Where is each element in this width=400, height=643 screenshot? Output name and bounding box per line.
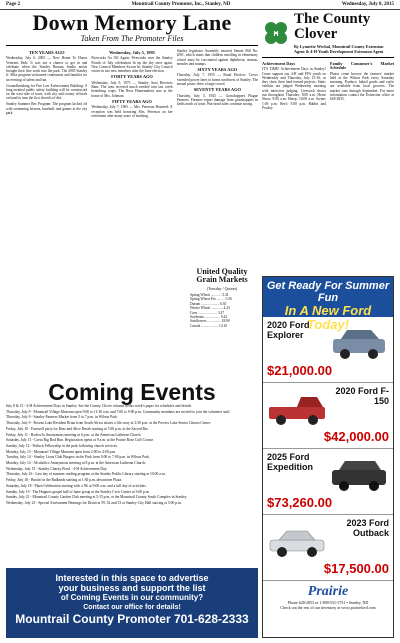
event-item: Thursday, July 9 - Mountrail Village Museum open 9:00 to 11:30 a.m. and 7:00 to 9:00 p.m. Community members are invited to join the volunteer staff.	[6, 409, 231, 414]
clover-heading: Achievement Days	[262, 61, 296, 66]
vehicle-name: 2020 Ford F-150	[335, 386, 389, 406]
section-heading: TEN YEARS AGO	[28, 50, 65, 55]
promo-line: your business and support the list	[58, 583, 206, 593]
grain-line: Soybeans ................. 9.42	[190, 315, 228, 320]
grain-markets-subtitle: (Tuesday / Quotes)	[206, 286, 238, 291]
grain-line: Winter Wheat ............. 4.23	[190, 306, 230, 311]
event-item: Sunday, July 12 - Potluck Fellowship in the park following church services.	[6, 443, 118, 448]
ford-dealer-ad[interactable]	[262, 276, 394, 638]
section-text: Stanley legislator Assembly enacted Senate Bill No. 2091, which states that children enrolling in elementary school must be vaccinated against diphtheria, tetanus, measles and mumps.	[176, 49, 258, 66]
section-text: Wednesday, July 9, 1975 — Stanley Area Receives Rain: The area received much needed rain last week benefiting crops. The Ross Homemakers met at the home of Mrs. Johnson.	[91, 80, 173, 98]
event-item: Sunday, July 21 - Mountrail County Garden Club meeting at 5:15 p.m. at the Mountrail County South Complex in Stanley.	[6, 495, 188, 500]
grain-line: Spring Wheat ............ 5.41	[190, 293, 229, 297]
section-heading: SIXTY YEARS AGO	[197, 67, 238, 73]
event-item: July 8 & 15 - 4-H Achievement Days in Stanley. See the County Clover column in this week's paper for schedules and details.	[6, 404, 192, 408]
section-heading: FORTY YEARS AGO	[111, 74, 153, 80]
event-item: Saturday, July 18 - Plaza Celebration starting with a 5K at 9:00 a.m. and a full day of activities.	[6, 483, 147, 488]
vehicle-name: 2025 Ford Expedition	[267, 452, 314, 472]
event-item: Thursday, July 9 - Rowan Lake Resident Brian from South Africa shares a life story at 3:30 p.m. at the Powers Lake Senior Citizen Center.	[6, 421, 211, 426]
paper-name: Mountrail County Promoter, Inc., Stanley, ND	[131, 2, 231, 7]
dealer-contact: Phone 628-2853 or 1-800-531-5751 • Stanley, ND	[287, 600, 369, 605]
event-item: Monday, July 14 - Alcoholics Anonymous meeting at 8 p.m. at the American Lutheran Church.	[6, 461, 147, 466]
memory-lane-title: Down Memory Lane	[32, 12, 232, 35]
section-text: Stanley Summer Rec Program: The program kicked off with swimming lessons, baseball, and games at the city park.	[6, 102, 88, 115]
ad-headline-accent: In A New Ford Today!	[284, 303, 372, 332]
section-heading: Wednesday, July 5, 1995	[109, 50, 155, 55]
section-heading: FIFTY YEARS AGO	[112, 98, 152, 104]
clover-logo-icon	[262, 19, 290, 47]
grain-line: Sunflowers ............... 18.90	[190, 319, 230, 324]
coming-events-section	[6, 380, 258, 566]
svg-text:H: H	[273, 31, 279, 38]
memory-lane-subtitle: Taken From The Promoter Files	[6, 34, 258, 46]
section-text: Fireworks Go Off Again: Fireworks over the Stanley Fourth of July celebration lit up the sky once again. New Council Members Sworn In: Stanley City Council sworn in two new members after the June election.	[91, 56, 173, 74]
vehicle-price: $42,000.00	[323, 429, 389, 444]
event-item: Sunday, July 19 - The Hoppers gospel hall of fame group at the Stanley Civic Center at 3:00 p.m.	[6, 489, 150, 494]
event-item: Wednesday, July 23 - Special Assessment Hearings for Districts 59, 52 and 53 at Stanley City Hall starting at 5:00 p.m.	[6, 500, 182, 505]
suv-icon	[329, 457, 389, 495]
clover-column	[262, 61, 326, 281]
event-item: Friday, July 18 - Bustin' in the Badlands starting at 1:30 p.m. downtown Plaza.	[6, 478, 123, 483]
clover-heading: Family Consumer's Market Schedule	[330, 61, 394, 71]
vehicle-price: $17,500.00	[323, 561, 389, 576]
event-item: Saturday, July 11 - Great Big Rod Run. Registration opens at 9 a.m. at the Prairie Rose Golf Course.	[6, 438, 155, 443]
clover-column	[330, 61, 394, 281]
memory-lane-column	[6, 49, 87, 380]
grain-markets-box	[190, 268, 254, 378]
page-header	[0, 0, 400, 10]
clover-byline: By Lynnette Wechal, Mountrail County Extension Agent & 4-H Youth Development Extension Agent	[294, 44, 384, 54]
vehicle-listing[interactable]	[263, 449, 393, 515]
grain-line: Durum .................... 6.30	[190, 301, 227, 306]
clover-text: Please come browse the farmers' market held at the Wilson Park every Saturday morning. Produce, baked goods and crafts are available from local growers. The market runs through September. For more information contact the Extension office at 628-2835.	[330, 71, 394, 102]
coming-events-title: Coming Events	[48, 380, 216, 405]
pickup-truck-icon	[267, 391, 327, 429]
section-heading: SEVENTY YEARS AGO	[193, 87, 241, 93]
promo-line: Contact our office for details!	[83, 604, 181, 611]
dealer-footer	[263, 581, 393, 610]
grain-line: Spring Wheat Pro ......... 5.56	[190, 297, 232, 302]
issue-date: Wednesday, July 8, 2015	[341, 2, 394, 7]
dealer-website-link[interactable]: Check out the rest of our inventory at www.prairieford.com	[280, 605, 376, 610]
event-item: Tuesday, July 14 - Stanley Lions Club Burgers in the Park from 5:00 to 7:00 p.m. in Wilson Park.	[6, 455, 150, 460]
vehicle-listing[interactable]	[263, 383, 393, 449]
vehicle-listing[interactable]	[263, 317, 393, 383]
clover-text: IT'S TIME! Achievement Days in Stanley! Come support our 4-H and FFA youth on Wednesday and Thursday, July 15-16, as they show their hard-earned projects. Static exhibits are judged Wednesday morning with interview judging. Livestock shows run throughout Thursday: 8:00 a.m. Horse Show; 9:00 a.m. Sheep; 10:00 a.m. Swine; 1:00 p.m. Beef; 3:00 p.m. Rabbit and Poultry.	[262, 67, 326, 110]
vehicle-name: 2020 Ford Explorer	[267, 320, 310, 340]
event-item: Friday, July 11 - Rodeo/Jo Anonymous meeting at 6 p.m. at the American Lutheran Church.	[6, 432, 142, 437]
promoter-ad[interactable]	[6, 568, 258, 638]
car-icon	[267, 523, 327, 561]
event-item: Wednesday, July 15 - Stanley Charity Bowl - 4-H Achievement Day.	[6, 466, 108, 471]
promo-line: of Coming Events in our community?	[60, 593, 204, 602]
promo-line: Interested in this space to advertise	[55, 573, 209, 583]
section-text: Wednesday, July 6, 2005 — New Home To House Veterans Park: It was not a chance to get in and celebrate when the Stanley Bonaus Studio artists brought their fine work into the park. The 2005 Stanley Jr. Miss program welcomed contestants and families for an evening of talent and fun.	[6, 56, 88, 82]
section-text: Wednesday, July 7, 1965 — Mrs. Peterson Honored: A reception was held honoring Mrs. Peterson on her retirement after many years of teaching.	[91, 105, 173, 118]
county-clover-section	[262, 12, 394, 272]
grain-line: Corn ..................... 3.47	[190, 310, 225, 315]
vehicle-price: $73,260.00	[267, 495, 333, 510]
event-item: Monday, July 13 - Mountrail Village Museum open from 2:00 to 4:00 p.m.	[6, 449, 117, 454]
clover-title: The County Clover	[294, 11, 371, 42]
vehicle-price: $21,000.00	[267, 363, 333, 378]
section-text: Thursday, July 5, 1945 — Grasshoppers Plague Farmers: Farmers report damage from grasshoppers in fields north of town. War bond sales continue strong.	[176, 93, 258, 107]
section-text: Thursday, July 7, 1955 — Rural Electric: Crews extended power lines to farms northwest of Stanley. The annual picnic drew a large crowd.	[176, 73, 258, 87]
event-item: Friday, July 10 - Farewell party for Russ and Alice Dusek starting at 7:00 p.m. at the Sacred Bar.	[6, 426, 149, 431]
ad-headline: Get Ready For Summer Fun	[266, 280, 390, 304]
suv-icon	[329, 325, 389, 363]
grain-markets-title: United Quality Grain Markets	[196, 267, 248, 284]
promo-phone: Mountrail County Promoter 701-628-2333	[15, 612, 249, 626]
vehicle-listing[interactable]	[263, 515, 393, 581]
dealer-name: Prairie	[307, 584, 349, 599]
event-item: Thursday, July 9 - Stanley Farmers Market from 5 to 7 p.m. in Wilson Park.	[6, 415, 118, 420]
page-number: Page 2	[6, 2, 21, 7]
event-item: Thursday, July 16 - Last day of summer reading program at the Stanley Public Library starting at 10:00 a.m.	[6, 472, 166, 477]
grain-line: Canola ................... 14.10	[190, 323, 228, 328]
memory-lane-column	[91, 49, 172, 380]
vehicle-name: 2023 Ford Outback	[346, 518, 389, 538]
section-text: Groundbreaking for Fire Law Enforcement Building: A long-awaited public safety building will be constructed on the west side of town, with city and county officials on hand to turn the first shovels of dirt.	[6, 83, 88, 101]
